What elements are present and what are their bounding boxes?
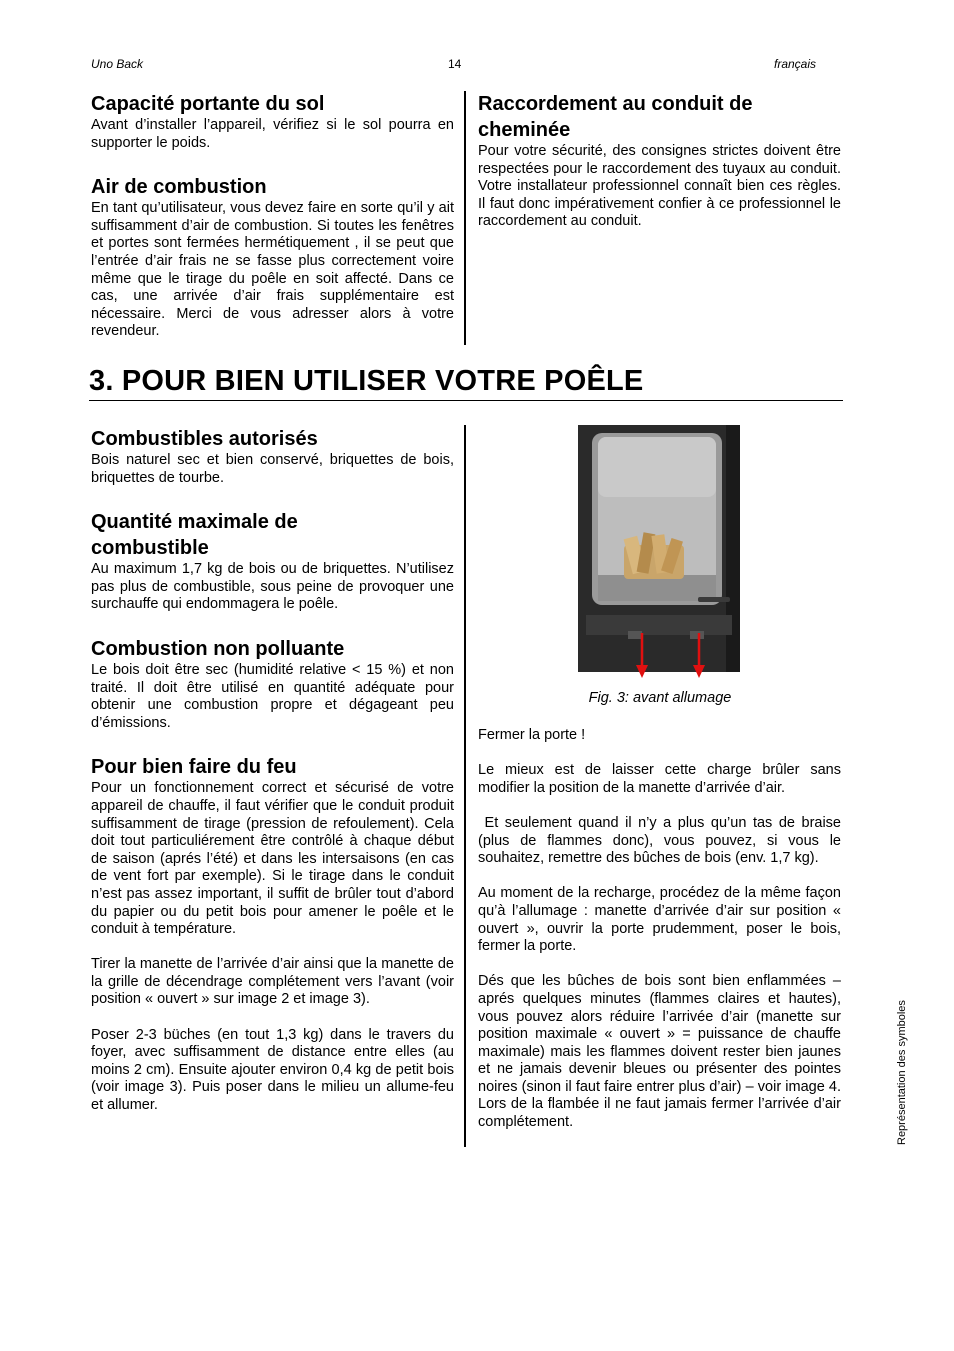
column-divider-top [464,91,466,345]
section-title: Quantité maximale de combustible [91,511,298,560]
section-title: Capacité portante du sol [91,93,325,115]
chapter-heading [89,365,843,401]
section-title: Raccordement au conduit de cheminée [478,93,753,141]
section-text: Bois naturel sec et bien conservé, briquettes de bois, briquettes de tourbe. [91,452,454,486]
section-text: Le bois doit être sec (humidité relative < 15 %) et non traité. Il doit être utilisé en quantité adéquate pour obtenir une combustion propre et dégageant peu d’émissions. [91,661,454,731]
section-title: Pour bien faire du feu [91,756,297,779]
section-making-fire [91,754,454,1114]
chapter-title: 3. POUR BIEN UTILISER VOTRE POÊLE [89,365,644,397]
header-language: français [774,57,817,71]
paragraph: Fermer la porte ! [478,727,586,743]
section-text: Tirer la manette de l’arrivée d’air ainsi que la manette de la grille de décendrage complétement vers l’avant (voir position « ouvert » sur image 2 et image 3). [91,956,454,1008]
top-right-column [478,91,841,231]
column-divider-bottom [464,425,466,1147]
section-max-fuel [91,509,454,614]
section-title: Air de combustion [91,176,267,199]
section-fuels [91,426,454,487]
lower-left-column [91,426,454,1115]
section-text: Poser 2-3 büches (en tout 1,3 kg) dans le travers du foyer, avec suffisamment de distance entre elles (au moins 2 cm). Ensuite ajouter environ 0,4 kg de petit bois (voir image 3). Puis poser dans le milieu un allume-feu et allumer. [91,1026,454,1114]
paragraph: Et seulement quand il n’y a plus qu’un tas de braise (plus de flammes donc), vous pouvez, si vous le souhaitez, remettre des bûches de bois (env. 1,7 kg). [478,814,846,867]
lower-right-column [478,727,846,1132]
header-doc-title: Uno Back [91,57,144,71]
section-title: Combustion non polluante [91,637,345,660]
section-floor-capacity [91,91,454,152]
wood-logs [624,532,684,579]
top-left-column [91,91,454,355]
section-text: En tant qu’utilisateur, vous devez faire en sorte qu’il y ait suffisamment d’air de combustion. Si toutes les fenêtres et portes sont fermées hermétiquement , il se peut que l’entrée d’air frais ne se fasse plus correctement voire même que le tirage du poêle en soit affecté. Dans ce cas, une arrivée d’air frais supplémentaire est nécessaire. Merci de vous adresser alors à votre revendeur. [91,200,454,340]
stove-image [578,425,740,679]
section-combustion-air [91,174,454,341]
side-tab-label: Représentation des symboles [896,1000,908,1145]
section-text: Au maximum 1,7 kg de bois ou de briquettes. N’utilisez pas plus de combustible, sous peine de provoquer une surchauffe qui endommagera le poêle. [91,561,454,613]
paragraph: Le mieux est de laisser cette charge brûler sans modifier la position de la manette d’arrivée d’air. [478,762,841,796]
section-clean-combustion [91,636,454,732]
figure-caption: Fig. 3: avant allumage [588,690,732,706]
paragraph: Au moment de la recharge, procédez de la même façon qu’à l’allumage : manette d’arrivée d’air sur position « ouvert », ouvrir la porte prudemment, poser le bois, fermer la porte. [478,885,841,955]
section-title: Combustibles autorisés [91,428,318,450]
stove-figure [578,425,740,679]
header-page-number: 14 [448,57,462,71]
section-text: Avant d’installer l’appareil, vérifiez si le sol pourra en supporter le poids. [91,117,454,151]
paragraph: Dés que les bûches de bois sont bien enflammées – aprés quelques minutes (flammes claires et hautes), vous pouvez alors réduire l’arrivée d’air (manette sur position maximale « ouvert » = puissance de chauffe maximale) mais les flammes doivent rester bien jaunes et ne jamais devenir bleues ou présenter des pointes noires (sinon il faut faire entrer plus d’air) – voir image 4. Lors de la flambée il ne faut jamais fermer l’arrivée d’air complétement. [478,973,841,1131]
section-text: Pour un fonctionnement correct et sécurisé de votre appareil de chauffe, il faut vérifier que le conduit produit suffisamment de tirage (pression de refoulement). Cela doit tout particuliérement être contrôlé à chaque début de saison (aprés l’été) et dans les intersaisons (en cas de vent fort par exemple). Si le tirage dans le conduit n’est pas assez important, il suffit de brûler tout d’abord du papier ou du petit bois pour amener le poêle et le conduit à température. [91,780,454,938]
section-text: Pour votre sécurité, des consignes strictes doivent être respectées pour le raccordement des tuyaux au conduit. Votre installateur professionnel connaît bien ces règles. Il faut donc impérativement confier à ce professionnel le raccordement au conduit. [478,143,841,230]
